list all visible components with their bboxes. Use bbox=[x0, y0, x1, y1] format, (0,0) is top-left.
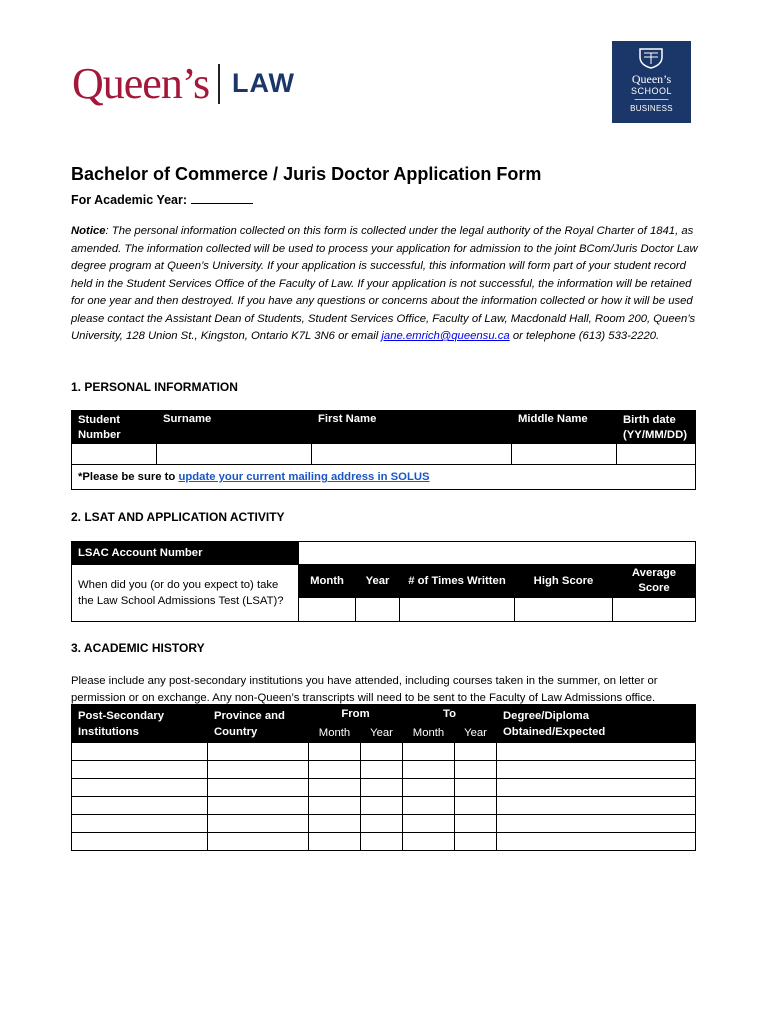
academic-year-blank[interactable] bbox=[191, 192, 253, 204]
section-academic-history-heading: 3. ACADEMIC HISTORY bbox=[71, 641, 205, 655]
header-student-number: Student Number bbox=[72, 411, 157, 444]
header-lsat-year: Year bbox=[356, 565, 400, 598]
notice-text-end: or telephone (613) 533-2220. bbox=[509, 330, 660, 342]
lsac-account-input[interactable] bbox=[299, 542, 696, 565]
table-row bbox=[72, 761, 696, 779]
lsat-month-input[interactable] bbox=[299, 598, 356, 622]
header-surname: Surname bbox=[157, 411, 312, 444]
header-to-month: Month bbox=[403, 723, 455, 743]
student-number-input[interactable] bbox=[72, 444, 157, 465]
table-row bbox=[72, 779, 696, 797]
mailing-address-note-cell bbox=[72, 465, 696, 490]
table-row bbox=[72, 815, 696, 833]
header-times-written: # of Times Written bbox=[400, 565, 515, 598]
lsat-year-input[interactable] bbox=[356, 598, 400, 622]
notice-label: Notice bbox=[71, 225, 106, 237]
solus-address-link[interactable]: update your current mailing address in SOLUS bbox=[178, 471, 430, 483]
header-middle-name: Middle Name bbox=[512, 411, 617, 444]
header-high-score: High Score bbox=[515, 565, 613, 598]
crest-icon bbox=[638, 47, 664, 69]
academic-history-table bbox=[71, 704, 696, 851]
header-to: To bbox=[403, 705, 497, 723]
average-score-input[interactable] bbox=[613, 598, 696, 622]
personal-information-table bbox=[71, 410, 696, 490]
section-lsat-heading: 2. LSAT AND APPLICATION ACTIVITY bbox=[71, 510, 285, 524]
times-written-input[interactable] bbox=[400, 598, 515, 622]
queens-logo: Queen’s bbox=[72, 59, 210, 108]
academic-year-field bbox=[71, 192, 253, 207]
law-logo: LAW bbox=[232, 68, 295, 98]
academic-year-label: For Academic Year: bbox=[71, 193, 188, 207]
logo-divider bbox=[218, 64, 220, 104]
mailing-address-note: *Please be sure to update your current mailing address in SOLUS bbox=[78, 471, 430, 483]
header-institutions: Post-Secondary Institutions bbox=[72, 705, 208, 743]
notice-text: : The personal information collected on this form is collected under the legal authority of the Royal Charter of 1841, as amended. The information collected will be used to process your application for admission to the joint BCom/Juris Doctor Law degree program at Queen’s University. If your application is successful, this information will form part of your student record held in the Student Services Office of the Faculty of Law. If your application is not successful, the information will be retained for one year and then destroyed. If you have any questions or concerns about the information collected or how it will be used please contact the Assistant Dean of Students, Student Services Office, Faculty of Law, Macdonald Hall, Room 200, Queen’s University, 128 Union St., Kingston, Ontario K7L 3N6 or email bbox=[71, 225, 698, 342]
first-name-input[interactable] bbox=[312, 444, 512, 465]
header-from-year: Year bbox=[361, 723, 403, 743]
academic-history-intro: Please include any post-secondary institutions you have attended, including courses taken in the summer, on letter or permission or on exchange. Any non-Queen’s transcripts will need to be sent to the Faculty of Law Admissions office. bbox=[71, 675, 658, 704]
birth-date-input[interactable] bbox=[617, 444, 696, 465]
header-province-country: Province and Country bbox=[208, 705, 309, 743]
surname-input[interactable] bbox=[157, 444, 312, 465]
header-birth-date: Birth date (YY/MM/DD) bbox=[617, 411, 696, 444]
high-score-input[interactable] bbox=[515, 598, 613, 622]
middle-name-input[interactable] bbox=[512, 444, 617, 465]
contact-email-link[interactable]: jane.emrich@queensu.ca bbox=[381, 330, 510, 342]
header-first-name: First Name bbox=[312, 411, 512, 444]
header-lsat-month: Month bbox=[299, 565, 356, 598]
header-from: From bbox=[309, 705, 403, 723]
lsat-question: When did you (or do you expect to) take the Law School Admissions Test (LSAT)? bbox=[72, 565, 299, 622]
section-personal-information-heading: 1. PERSONAL INFORMATION bbox=[71, 380, 238, 394]
lsac-account-label: LSAC Account Number bbox=[72, 542, 299, 565]
header-average-score: Average Score bbox=[613, 565, 696, 598]
table-row bbox=[72, 797, 696, 815]
table-row bbox=[72, 833, 696, 851]
header-to-year: Year bbox=[455, 723, 497, 743]
header-degree: Degree/Diploma Obtained/Expected bbox=[497, 705, 696, 743]
form-title: Bachelor of Commerce / Juris Doctor Application Form bbox=[71, 164, 542, 184]
lsat-table bbox=[71, 541, 696, 622]
school-of-business-logo: Queen’s SCHOOL ━━━━━━━━━━━━━━ BUSINESS bbox=[612, 41, 691, 123]
header-from-month: Month bbox=[309, 723, 361, 743]
privacy-notice bbox=[71, 223, 704, 346]
table-row bbox=[72, 743, 696, 761]
